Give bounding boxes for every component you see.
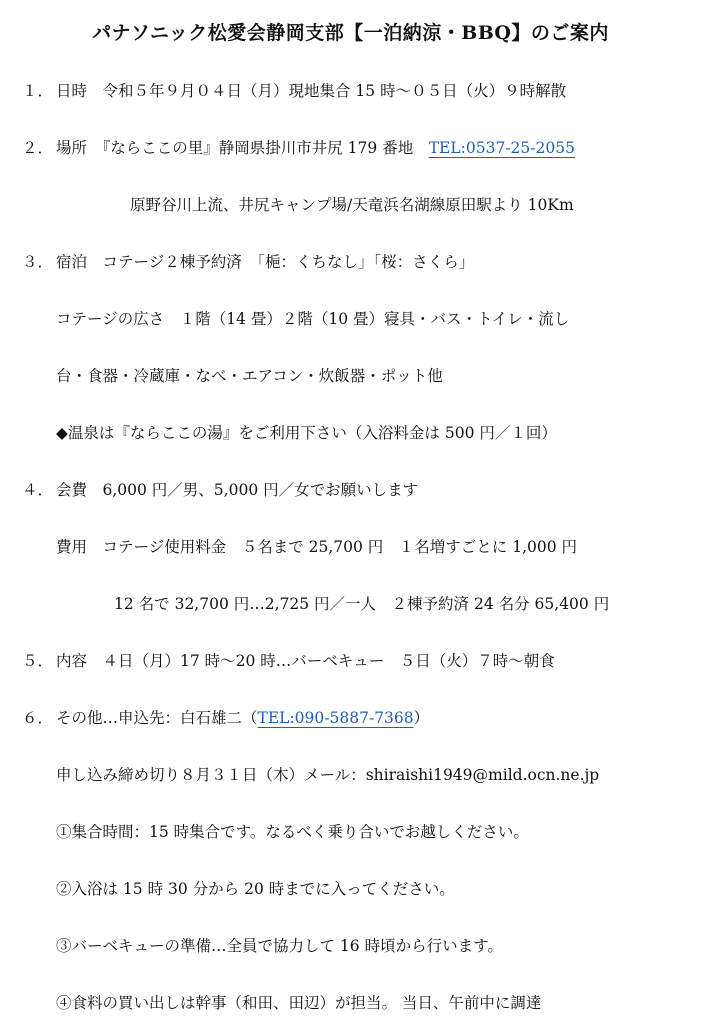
note-1-meeting-time: ①集合時間：15 時集合です。なるべく乗り合いでお越しください。 [56, 823, 529, 841]
item-text: 宿泊 コテージ２棟予約済 「梔：くちなし」「桜：さくら」 [56, 253, 475, 271]
contact-phone-link[interactable]: TEL:090-5887-7368 [257, 709, 414, 727]
item-6-other [22, 707, 429, 729]
item-number: ５． [22, 652, 54, 670]
item-4-cost-detail: 12 名で 32,700 円…2,725 円／一人 ２棟予約済 24 名分 65,400 円 [114, 595, 610, 613]
item-number: ４． [22, 481, 54, 499]
item-text: 日時 令和５年９月０４日（月）現地集合 15 時～０５日（火）９時解散 [56, 82, 567, 100]
item-text: 会費 6,000 円／男、5,000 円／女でお願いします [56, 481, 419, 499]
item-3-lodging [22, 251, 474, 273]
item-3-cottage-size: コテージの広さ １階（14 畳）２階（10 畳）寝具・バス・トイレ・流し [56, 310, 570, 328]
item-6-deadline: 申し込み締め切り８月３１日（木）メール：shiraishi1949@mild.ocn.ne.jp [56, 766, 600, 784]
item-2-access: 原野谷川上流、井尻キャンプ場/天竜浜名湖線原田駅より 10Km [130, 196, 574, 214]
item-number: ２． [22, 139, 54, 157]
item-3-hot-spring: ◆温泉は『ならここの湯』をご利用下さい（入浴料金は 500 円／１回） [56, 424, 557, 442]
item-5-content [22, 650, 555, 672]
item-number: １． [22, 82, 54, 100]
note-4-shopping: ④食料の買い出しは幹事（和田、田辺）が担当。 当日、午前中に調達 [56, 994, 542, 1012]
item-4-cost: 費用 コテージ使用料金 ５名まで 25,700 円 １名増すごとに 1,000 円 [56, 538, 578, 556]
item-2-location [22, 137, 575, 159]
item-1-datetime [22, 80, 566, 102]
venue-phone-link[interactable]: TEL:0537-25-2055 [428, 139, 575, 157]
page-title: パナソニック松愛会静岡支部【一泊納涼・BBQ】のご案内 [92, 22, 609, 44]
item-number: ６． [22, 709, 54, 727]
item-number: ３． [22, 253, 54, 271]
note-2-bathing: ②入浴は 15 時 30 分から 20 時までに入ってください。 [56, 880, 455, 898]
item-text-close: ） [413, 709, 430, 727]
item-3-amenities: 台・食器・冷蔵庫・なべ・エアコン・炊飯器・ポット他 [56, 367, 443, 385]
note-3-bbq-prep: ③バーベキューの準備…全員で協力して 16 時頃から行います。 [56, 937, 503, 955]
item-text: その他…申込先：白石雄二（ [56, 709, 258, 727]
item-text: 場所 『ならここの里』静岡県掛川市井尻 179 番地 [56, 139, 429, 157]
item-text: 内容 ４日（月）17 時～20 時…バーベキュー ５日（火）７時～朝食 [56, 652, 555, 670]
item-4-fee [22, 479, 418, 501]
